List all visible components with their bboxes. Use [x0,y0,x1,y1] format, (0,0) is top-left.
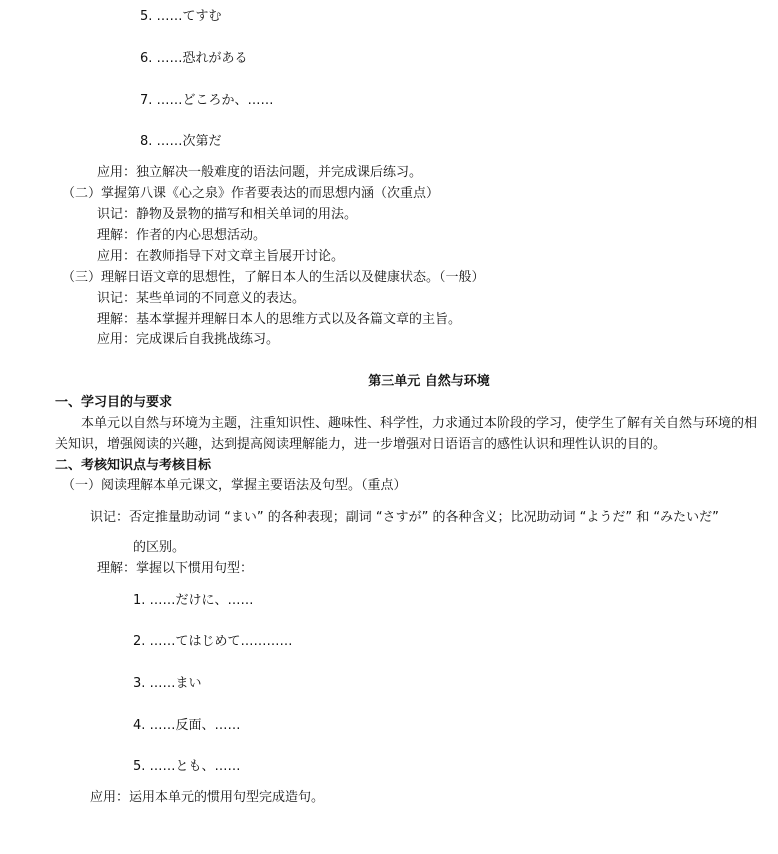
unit-title: 第三单元 自然与环境 [368,374,490,389]
pattern-item: 6. ……恐れがある [140,51,248,66]
unit-intro-paragraph: 本单元以自然与环境为主题，注重知识性、趣味性、科学性，力求通过本阶段的学习，使学生了解有关自然与环境的相关知识，增强阅读的兴趣，达到提高阅读理解能力，进一步增强对日语语言的感性认识和理性认识的目的。 [55,416,758,452]
pattern-item: 4. ……反面、…… [133,718,241,733]
understand-line: 理解：作者的内心思想活动。 [97,228,267,243]
section-heading: 一、学习目的与要求 [55,395,173,410]
pattern-item: 1. ……だけに、…… [133,593,254,608]
recall-line-continued: 的区别。 [133,540,186,555]
pattern-item: 5. ……てすむ [140,9,222,24]
section-heading: （三）理解日语文章的思想性，了解日本人的生活以及健康状态。（一般） [62,270,485,285]
pattern-item: 2. ……てはじめて………… [133,634,293,649]
recall-line: 识记：否定推量助动词 “まい” 的各种表现；副词 “さすが” 的各种含义；比况助动词 “ようだ” 和 “みたいだ” [90,510,719,525]
pattern-item: 7. ……どころか、…… [140,93,274,108]
understand-line: 理解：基本掌握并理解日本人的思维方式以及各篇文章的主旨。 [97,312,462,327]
pattern-item: 5. ……とも、…… [133,759,241,774]
pattern-item: 8. ……次第だ [140,134,222,149]
subsection-heading: （一）阅读理解本单元课文，掌握主要语法及句型。（重点） [62,478,407,493]
apply-line: 应用：完成课后自我挑战练习。 [97,332,280,347]
section-heading: （二）掌握第八课《心之泉》作者要表达的而思想内涵（次重点） [62,186,440,201]
section-heading: 二、考核知识点与考核目标 [55,458,212,473]
recall-line: 识记：静物及景物的描写和相关单词的用法。 [97,207,358,222]
apply-line: 应用：运用本单元的惯用句型完成造句。 [90,790,325,805]
understand-line: 理解：掌握以下惯用句型： [97,561,254,576]
pattern-item: 3. ……まい [133,676,202,691]
recall-line: 识记：某些单词的不同意义的表达。 [97,291,306,306]
apply-line: 应用：在教师指导下对文章主旨展开讨论。 [97,249,345,264]
apply-line: 应用：独立解决一般难度的语法问题，并完成课后练习。 [97,165,423,180]
